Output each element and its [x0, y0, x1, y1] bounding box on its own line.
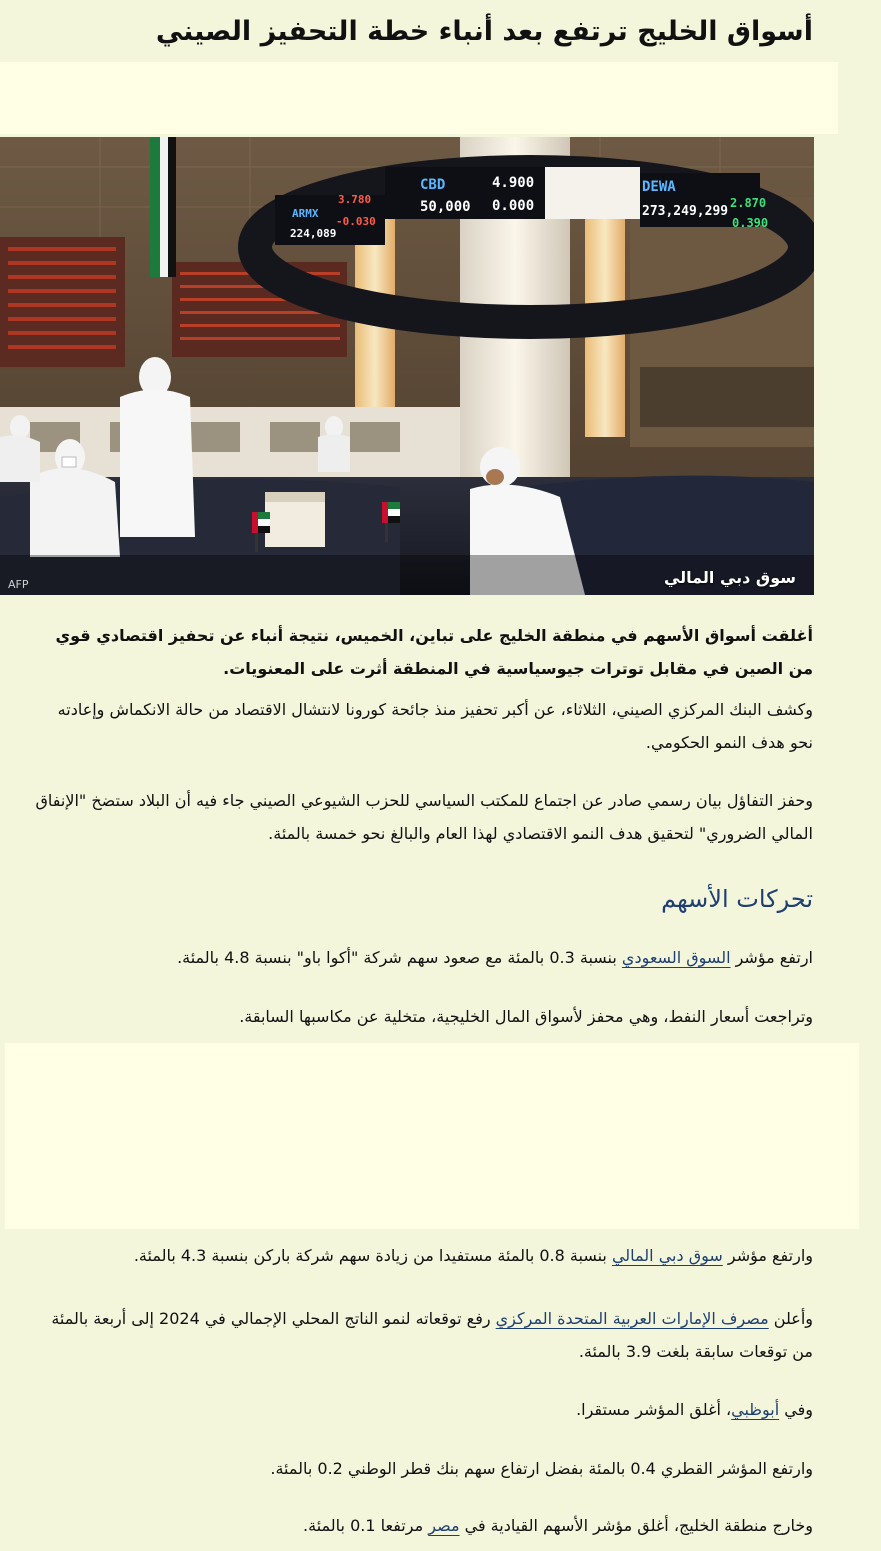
article-paragraph-4: وتراجعت أسعار النفط، وهي محفز لأسواق المال الخليجية، متخلية عن مكاسبها السابقة.: [239, 1007, 813, 1026]
paragraph-9-text-before: وخارج منطقة الخليج، أغلق مؤشر الأسهم القيادية في: [459, 1516, 813, 1535]
dubai-market-link[interactable]: سوق دبي المالي: [611, 1246, 723, 1265]
article-paragraph-9: [33, 1509, 813, 1542]
ticker-dewa-label: DEWA: [642, 179, 676, 195]
abu-dhabi-link[interactable]: أبوظبي: [731, 1400, 780, 1419]
article-paragraph-6: [33, 1302, 813, 1368]
ad-slot-mid: [5, 1043, 859, 1229]
article-paragraph-5: [33, 1239, 813, 1272]
egypt-link[interactable]: مصر: [428, 1516, 460, 1535]
article-paragraph-8: وارتفع المؤشر القطري 0.4 بالمئة بفضل ارتفاع سهم بنك قطر الوطني 0.2 بالمئة.: [270, 1459, 813, 1478]
section-title: تحركات الأسهم: [661, 885, 813, 913]
hero-image: [0, 137, 814, 595]
ticker-armx-price: 3.780: [338, 193, 372, 206]
ticker-armx-change: -0.030: [336, 215, 376, 228]
image-caption: سوق دبي المالي: [663, 568, 796, 587]
paragraph-9-text-after: مرتفعا 0.1 بالمئة.: [303, 1516, 429, 1535]
paragraph-6-text-after: رفع توقعاته لنمو الناتج المحلي الإجمالي في 2024 إلى أربعة بالمئة من توقعات سابقة بلغت 3.9 بالمئة.: [51, 1309, 813, 1361]
ad-slot-top: [0, 62, 838, 134]
ticker-armx-label: ARMX: [292, 207, 319, 220]
paragraph-7-text-before: وفي: [779, 1400, 813, 1419]
article-title: أسواق الخليج ترتفع بعد أنباء خطة التحفيز الصيني: [155, 16, 813, 47]
article-paragraph-3: [33, 941, 813, 974]
ticker-armx-value: 224,089: [290, 227, 337, 240]
article-paragraph-7: [33, 1393, 813, 1426]
uae-central-bank-link[interactable]: مصرف الإمارات العربية المتحدة المركزي: [495, 1309, 769, 1328]
article-paragraph-2: وحفز التفاؤل بيان رسمي صادر عن اجتماع للمكتب السياسي للحزب الشيوعي الصيني جاء فيه أن البلاد ستضخ "الإنفاق المالي الضروري" لتحقيق هدف النمو الاقتصادي لهذا العام والبالغ نحو خمسة بالمئة.: [35, 791, 813, 843]
ticker-cbd-volume: 50,000: [420, 199, 471, 215]
article-paragraph-1: وكشف البنك المركزي الصيني، الثلاثاء، عن أكبر تحفيز منذ جائحة كورونا لانتشال الاقتصاد من حالة الانكماش وإعادته نحو هدف النمو الحكومي.: [57, 700, 813, 752]
stock-exchange-photo: [0, 137, 814, 595]
ticker-cbd-label: CBD: [420, 177, 446, 193]
image-credit: AFP: [8, 578, 29, 591]
paragraph-5-text-after: بنسبة 0.8 بالمئة مستفيدا من زيادة سهم شركة باركن بنسبة 4.3 بالمئة.: [133, 1246, 612, 1265]
ticker-cbd-change: 0.000: [492, 198, 535, 214]
paragraph-6-text-before: وأعلن: [768, 1309, 813, 1328]
ticker-dewa-volume: 273,249,299: [642, 204, 729, 219]
saudi-market-link[interactable]: السوق السعودي: [621, 948, 731, 967]
ticker-cbd-price: 4.900: [492, 175, 535, 191]
paragraph-5-text-before: وارتفع مؤشر: [722, 1246, 813, 1265]
paragraph-7-text-after: ، أغلق المؤشر مستقرا.: [576, 1400, 732, 1419]
ticker-dewa-change: 0.390: [732, 216, 769, 230]
paragraph-3-text-after: بنسبة 0.3 بالمئة مع صعود سهم شركة "أكوا باو" بنسبة 4.8 بالمئة.: [177, 948, 622, 967]
ticker-dewa-price: 2.870: [730, 196, 767, 210]
paragraph-3-text-before: ارتفع مؤشر: [730, 948, 813, 967]
article-lead: أغلقت أسواق الأسهم في منطقة الخليج على تباين، الخميس، نتيجة أنباء عن تحفيز اقتصادي قوي من الصين في مقابل توترات جيوسياسية في المنطقة أثرت على المعنويات.: [55, 626, 813, 678]
